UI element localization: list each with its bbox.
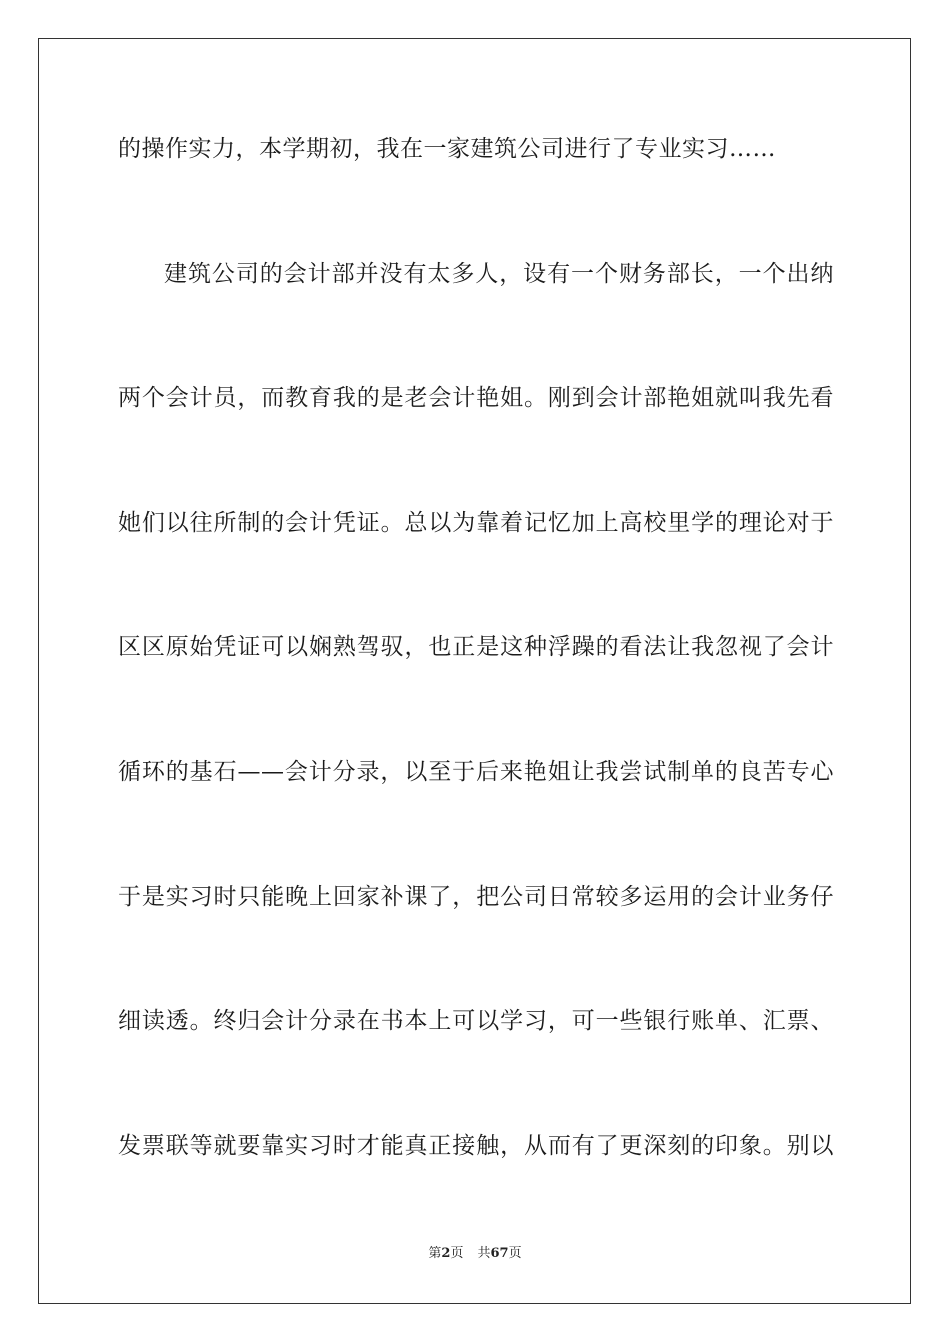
body-text-line-7: 于是实习时只能晚上回家补课了，把公司日常较多运用的会计业务仔 <box>118 884 834 910</box>
body-text-line-4: 她们以往所制的会计凭证。总以为靠着记忆加上高校里学的理论对于 <box>118 510 834 536</box>
body-text-line-1: 的操作实力，本学期初，我在一家建筑公司进行了专业实习…… <box>118 136 776 162</box>
body-text-line-9: 发票联等就要靠实习时才能真正接触，从而有了更深刻的印象。别以 <box>118 1133 834 1159</box>
body-text-line-6: 循环的基石——会计分录，以至于后来艳姐让我尝试制单的良苦专心 <box>118 759 834 785</box>
body-text-line-3: 两个会计员，而教育我的是老会计艳姐。刚到会计部艳姐就叫我先看 <box>118 385 834 411</box>
body-text-line-2: 建筑公司的会计部并没有太多人，设有一个财务部长，一个出纳 <box>164 261 834 287</box>
page-suffix: 页 <box>450 1246 464 1261</box>
page-prefix: 第 <box>428 1246 442 1261</box>
page-border <box>38 38 911 1304</box>
total-prefix: 共 <box>477 1246 491 1261</box>
page-footer <box>0 1245 950 1263</box>
total-pages: 67 <box>490 1246 509 1261</box>
page-number: 2 <box>441 1246 451 1261</box>
total-suffix: 页 <box>508 1246 522 1261</box>
body-text-line-5: 区区原始凭证可以娴熟驾驭，也正是这种浮躁的看法让我忽视了会计 <box>118 634 834 660</box>
body-text-line-8: 细读透。终归会计分录在书本上可以学习，可一些银行账单、汇票、 <box>118 1008 834 1034</box>
